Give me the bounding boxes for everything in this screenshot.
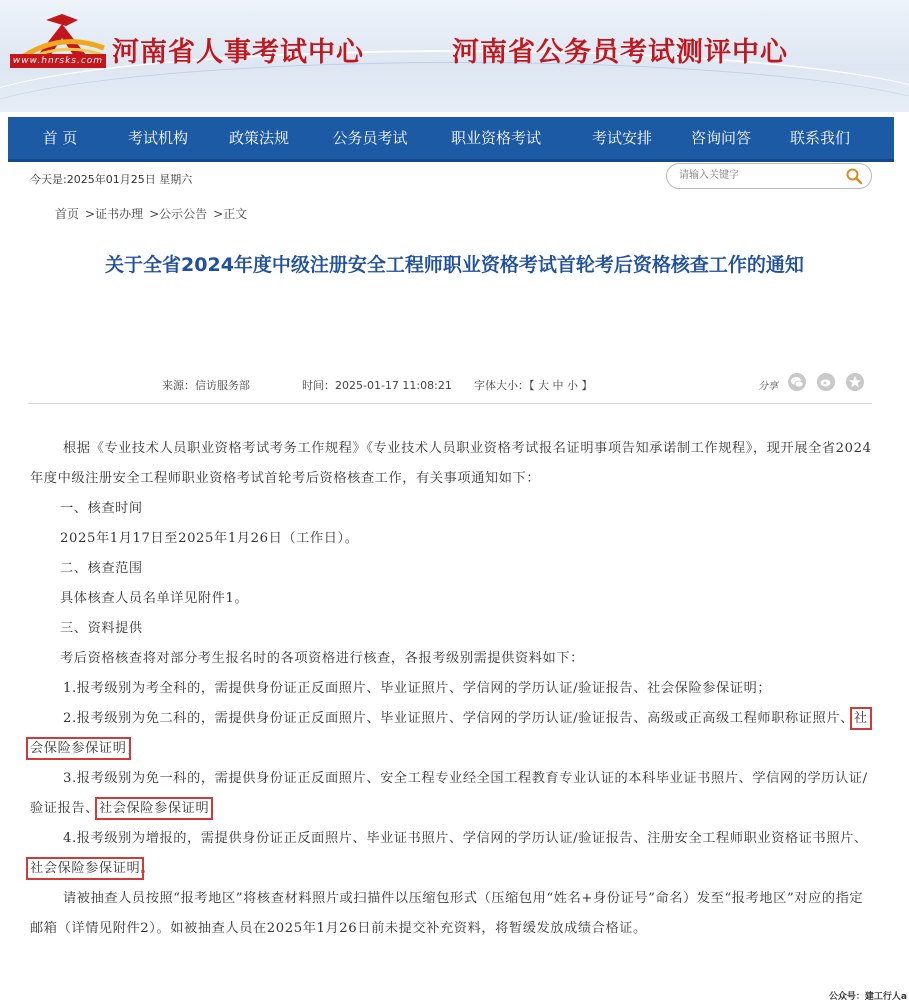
info-bar [0, 160, 909, 198]
nav-item-vocational-exam[interactable]: 职业资格考试 [450, 129, 541, 147]
nav-item-exam-institutions[interactable]: 考试机构 [127, 129, 188, 147]
social-insurance-highlight: 社会保险参保证明 [30, 861, 141, 876]
meta-divider [28, 403, 872, 404]
article-source: 来源：信访服务部 [162, 379, 250, 392]
breadcrumb-home[interactable]: 首页 [55, 207, 80, 221]
nav-item-faq[interactable]: 咨询问答 [690, 129, 751, 147]
org-name-2: 河南省公务员考试测评中心 [452, 37, 788, 68]
wechat-share-icon[interactable] [788, 373, 806, 391]
qzone-share-icon[interactable] [846, 373, 864, 391]
social-insurance-highlight: 社会保险参保证明 [30, 711, 868, 756]
search-input[interactable] [679, 167, 829, 183]
paragraph-materials-intro: 考后资格核查将对部分考生报名时的各项资格进行核查，各报考级别需提供资料如下： [60, 651, 584, 666]
list-item-full-subjects: 1.报考级别为考全科的，需提供身份证正反面照片、毕业证照片、学信网的学历认证/验证报告、社会保险参保证明； [63, 681, 772, 696]
logo-url-text: www.hnrsks.com [10, 54, 106, 68]
list-item-exempt-two [30, 704, 873, 764]
watermark-text: 公众号：建工行人a [828, 992, 907, 1002]
list-item-punct: ； [209, 801, 224, 816]
breadcrumb-current: >正文 [213, 207, 248, 221]
paragraph-closing: 请被抽查人员按照“报考地区”将核查材料照片或扫描件以压缩包形式（压缩包用“姓名+身份证号”命名）发至“报考地区”对应的指定邮箱（详情见附件2）。如被抽查人员在2025年1月26日前未提交补充资料，将暂缓发放成绩合格证。 [30, 891, 864, 936]
section-heading-materials: 三、资料提供 [60, 621, 143, 636]
nav-item-exam-schedule[interactable]: 考试安排 [591, 129, 652, 147]
breadcrumb-announcements[interactable]: >公示公告 [149, 207, 208, 221]
current-date: 今天是:2025年01月25日 星期六 [30, 173, 193, 186]
section-heading-time: 一、核查时间 [60, 501, 143, 516]
site-logo-icon[interactable] [16, 12, 108, 84]
list-item-punct: ； [126, 741, 141, 756]
list-item-additional [30, 824, 873, 884]
list-item-exempt-one [30, 764, 873, 824]
article-body [30, 434, 873, 944]
paragraph-scope: 具体核查人员名单详见附件1。 [60, 591, 249, 606]
main-nav [8, 117, 894, 162]
article-meta [0, 377, 909, 397]
social-insurance-highlight: 社会保险参保证明 [98, 801, 210, 816]
site-banner [0, 0, 909, 112]
search-icon[interactable] [845, 167, 863, 185]
section-heading-scope: 二、核查范围 [60, 561, 143, 576]
article-title: 关于全省2024年度中级注册安全工程师职业资格考试首轮考后资格核查工作的通知 [105, 254, 804, 276]
nav-item-contact[interactable]: 联系我们 [789, 129, 850, 147]
list-item-punct: 。 [140, 861, 155, 876]
list-item-text: 2.报考级别为免二科的，需提供身份证正反面照片、毕业证照片、学信网的学历认证/验证报告、高级或正高级工程师职称证照片、 [63, 711, 854, 726]
share-label: 分享 [758, 381, 778, 392]
nav-item-home[interactable]: 首 页 [42, 129, 78, 147]
breadcrumb-certificates[interactable]: >证书办理 [85, 207, 144, 221]
breadcrumb [55, 205, 247, 222]
org-name-1: 河南省人事考试中心 [112, 37, 364, 68]
search-box [666, 163, 872, 189]
nav-item-civil-service-exam[interactable]: 公务员考试 [332, 129, 408, 147]
weibo-share-icon[interactable] [817, 373, 835, 391]
list-item-text: 3.报考级别为免一科的，需提供身份证正反面照片、安全工程专业经全国工程教育专业认证的本科毕业证书照片、学信网的学历认证/验证报告、 [30, 771, 868, 816]
paragraph-time: 2025年1月17日至2025年1月26日（工作日）。 [60, 531, 359, 546]
paragraph-intro: 根据《专业技术人员职业资格考试考务工作规程》《专业技术人员职业资格考试报名证明事项告知承诺制工作规程》，现开展全省2024年度中级注册安全工程师职业资格考试首轮考后资格核查工作，有关事项通知如下： [30, 441, 872, 486]
font-size-control[interactable]: 字体大小：【 大 中 小 】 [474, 379, 593, 392]
article-time: 时间：2025-01-17 11:08:21 [302, 379, 452, 392]
list-item-text: 4.报考级别为增报的，需提供身份证正反面照片、毕业证书照片、学信网的学历认证/验证报告、注册安全工程师职业资格证书照片、 [63, 831, 868, 846]
nav-item-policies[interactable]: 政策法规 [228, 129, 289, 147]
